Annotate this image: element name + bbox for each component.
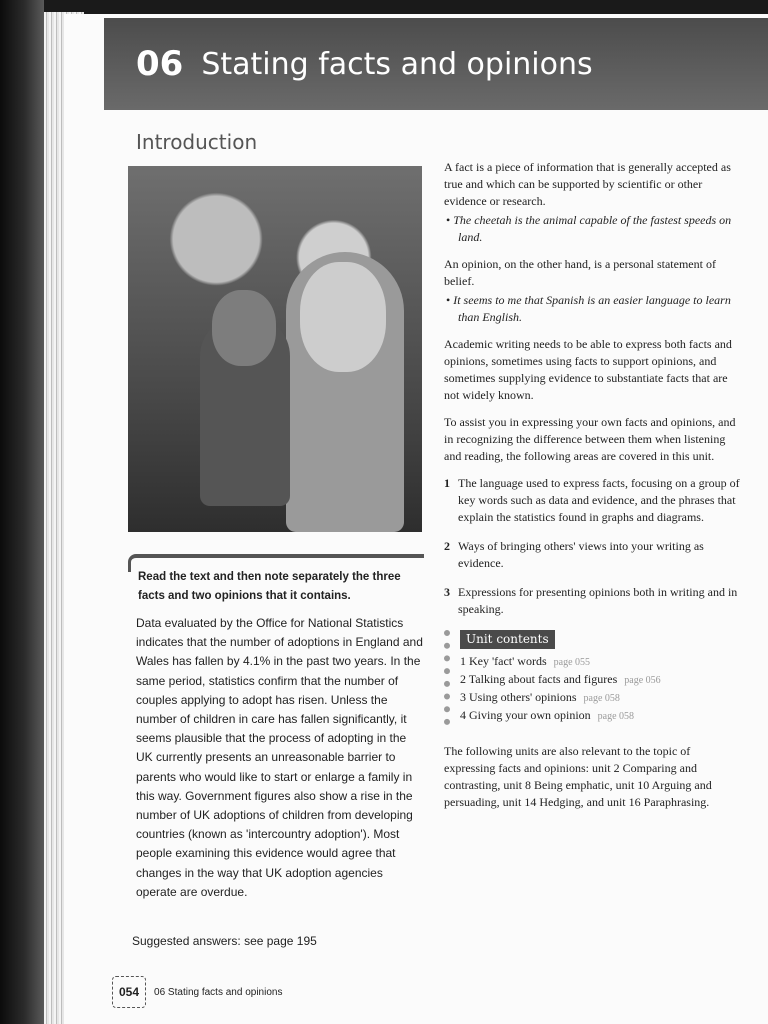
- list-item-text: The language used to express facts, focusing on a group of key words such as data and evidence, and the phrases that explain the statistics found in graphs and diagrams.: [458, 476, 740, 524]
- fact-definition: A fact is a piece of information that is generally accepted as true and which can be supported by scientific or other evidence or research.: [444, 160, 731, 208]
- book-page: [64, 14, 768, 1024]
- suggested-answers: Suggested answers: see page 195: [132, 934, 317, 948]
- chapter-title: Stating facts and opinions: [201, 46, 593, 82]
- exercise-box: [128, 554, 424, 902]
- contents-item-title: Talking about facts and figures: [468, 672, 618, 686]
- photo-child-face: [212, 290, 276, 366]
- contents-item-title: Key 'fact' words: [469, 654, 547, 668]
- list-item-number: 1: [444, 476, 450, 490]
- contents-item-number: 2: [460, 672, 466, 686]
- opinion-example: • It seems to me that Spanish is an easier language to learn than English.: [444, 292, 740, 326]
- page-footer: [112, 976, 282, 1008]
- assist-paragraph: To assist you in expressing your own facts and opinions, and in recognizing the difference between them when listening and reading, the following areas are covered in this unit.: [444, 415, 736, 463]
- list-item: [444, 475, 740, 526]
- photo-woman-and-child: [128, 166, 422, 532]
- list-item: [444, 538, 740, 572]
- footer-chapter-title: 06 Stating facts and opinions: [154, 986, 283, 998]
- covered-areas-list: [444, 475, 740, 618]
- footer-page-number: 054: [112, 976, 146, 1008]
- contents-item-page: page 055: [553, 657, 591, 668]
- fact-example: • The cheetah is the animal capable of the fastest speeds on land.: [444, 212, 740, 246]
- related-units: The following units are also relevant to the topic of expressing facts and opinions: unit 2 Comparing and contrasting, unit 8 Being emphatic, unit 10 Arguing and persuading, unit 14 Hedging, and unit 16 Paraphrasing.: [444, 744, 712, 809]
- list-item-number: 2: [444, 539, 450, 553]
- contents-item: [460, 653, 740, 671]
- contents-item: [460, 707, 740, 725]
- intro-text-column: [444, 159, 740, 821]
- contents-item-number: 1: [460, 654, 466, 668]
- contents-item-number: 3: [460, 690, 466, 704]
- contents-item-title: Giving your own opinion: [469, 708, 591, 722]
- list-item-number: 3: [444, 585, 450, 599]
- list-item: [444, 584, 740, 618]
- chapter-header: [104, 18, 768, 110]
- unit-contents-label: Unit contents: [460, 630, 555, 649]
- opinion-definition: An opinion, on the other hand, is a personal statement of belief.: [444, 257, 716, 288]
- photo-adult-face: [300, 262, 386, 372]
- unit-contents-box: [444, 630, 740, 725]
- list-item-text: Expressions for presenting opinions both in writing and in speaking.: [458, 585, 738, 616]
- exercise-text: Data evaluated by the Office for National Statistics indicates that the number of adoptions in England and Wales has fallen by 4.1% in the past two years. In the same period, statistics confirm that the number of couples applying to adopt has risen. Unless the number of children in care has fallen significantly, it seems plausible that the process of adopting in the UK currently presents an unreasonable barrier to parents who would like to start or enlarge a family in this way. Government figures also show a rise in the number of UK adoptions of children from developing countries (known as 'intercountry adoption'). Most people examining this evidence would agree that changes in the way that UK adoption agencies operate are overdue.: [136, 616, 423, 899]
- academic-paragraph: Academic writing needs to be able to express both facts and opinions, sometimes using facts to support opinions, and sometimes supplying evidence to substantiate facts that are not widely known.: [444, 337, 732, 402]
- contents-item: [460, 671, 740, 689]
- contents-item-title: Using others' opinions: [469, 690, 577, 704]
- contents-item-page: page 058: [583, 693, 620, 704]
- contents-item: [460, 689, 740, 707]
- contents-item-page: page 056: [624, 675, 661, 686]
- book-spine: [0, 0, 44, 1024]
- contents-item-page: page 058: [597, 711, 635, 722]
- exercise-prompt: Read the text and then note separately the three facts and two opinions that it contains.: [138, 571, 401, 602]
- contents-item-number: 4: [460, 708, 466, 722]
- chapter-number: 06: [136, 44, 184, 84]
- section-heading: Introduction: [136, 130, 258, 154]
- list-item-text: Ways of bringing others' views into your writing as evidence.: [458, 539, 704, 570]
